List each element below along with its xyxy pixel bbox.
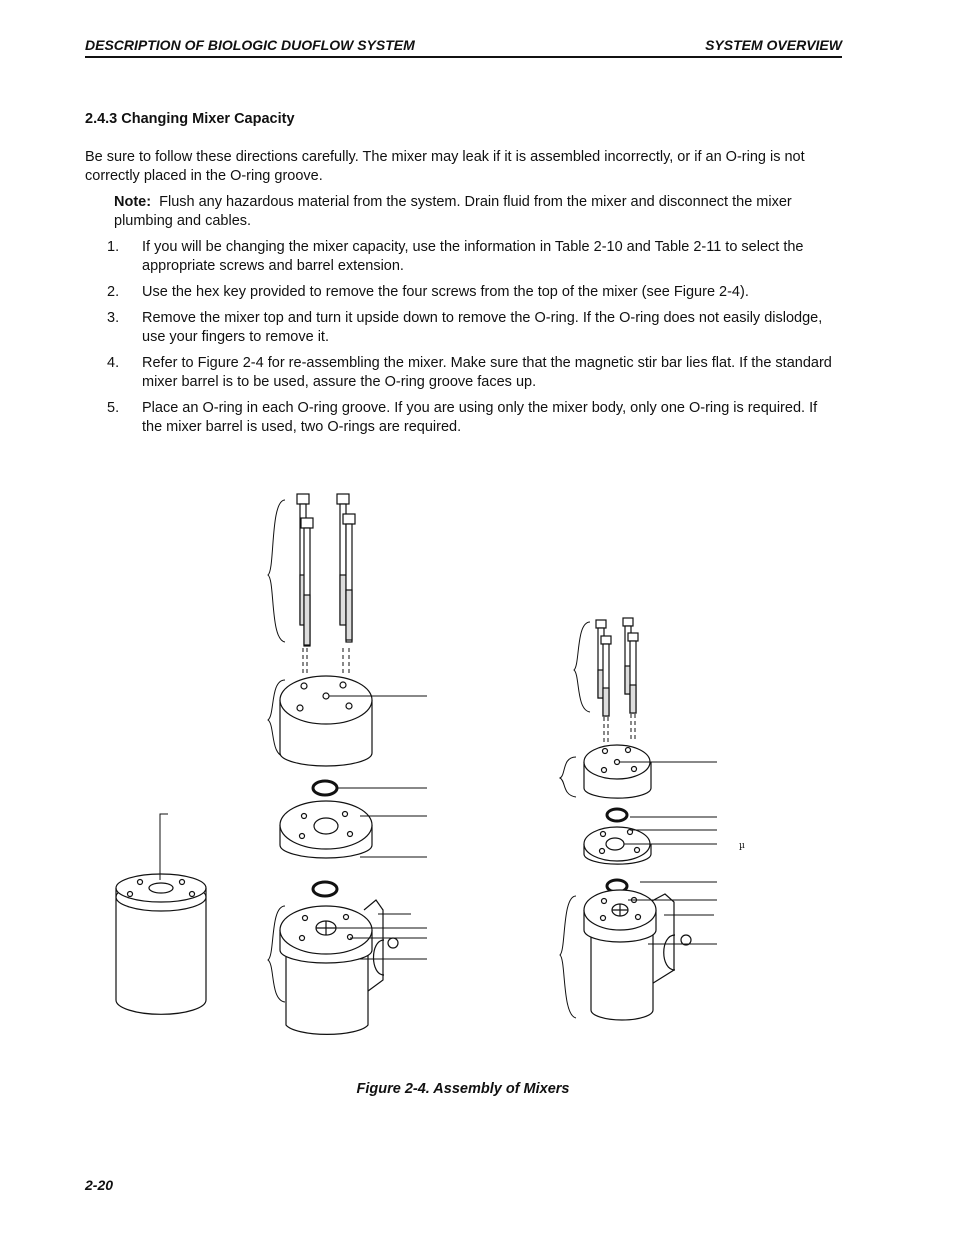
step-number: 5. [107,400,120,416]
note-paragraph [114,193,836,231]
short-screws-drawing [574,618,638,742]
steps-list [85,238,840,444]
o-ring-lower-drawing [313,882,337,896]
list-item [85,354,840,392]
list-item [85,283,840,302]
running-header [85,36,842,58]
long-screws-drawing [268,494,355,675]
figure-caption: Figure 2-4. Assembly of Mixers [356,1081,570,1097]
note-text: Flush any hazardous material from the system. Drain fluid from the mixer and disconnect the mixer plumbing and cables. [114,194,792,229]
step-number: 1. [107,239,120,255]
header-left-title: DESCRIPTION OF BIOLOGIC DUOFLOW SYSTEM [85,37,415,53]
step-text: Remove the mixer top and turn it upside down to remove the O-ring. If the O-ring does not easily dislodge, use your fingers to remove it. [142,310,823,345]
step-number: 4. [107,355,120,371]
step-text: If you will be changing the mixer capacity, use the information in Table 2-10 and Table 2-11 to select the appropriate screws and barrel extension. [142,239,804,274]
step-number: 3. [107,310,120,326]
note-label: Note: [114,194,152,210]
list-item [85,399,840,437]
intro-paragraph: Be sure to follow these directions carefully. The mixer may leak if it is assembled incorrectly, or if an O-ring is not correctly placed in the O-ring groove. [85,149,805,184]
o-ring-upper-drawing [313,781,427,795]
list-item [85,309,840,347]
mixer-barrel-drawing [116,814,206,1014]
barrel-extension-drawing [280,801,427,858]
page-number: 2-20 [85,1177,114,1193]
step-text: Place an O-ring in each O-ring groove. If you are using only the mixer body, only one O-ring is required. If the mixer barrel is used, two O-rings are required. [142,400,818,435]
mixer-assembly-figure [0,470,954,1060]
mixer-assembly-drawing [0,470,954,1060]
o-ring-right-upper-drawing [607,809,627,821]
step-number: 2. [107,284,120,300]
mixer-top-drawing [268,676,427,766]
header-right-title: SYSTEM OVERVIEW [705,37,842,53]
list-item [85,238,840,276]
step-text: Use the hex key provided to remove the four screws from the top of the mixer (see Figure 2-4). [142,284,749,300]
mu-label: µ [739,841,745,851]
mixer-body-small-drawing [560,882,717,1020]
barrel-small-drawing [584,817,745,864]
section-title: 2.4.3 Changing Mixer Capacity [85,111,295,127]
step-text: Refer to Figure 2-4 for re-assembling the mixer. Make sure that the magnetic stir bar lies flat. If the standard mixer barrel is to be used, assure the O-ring groove faces up. [142,355,832,390]
mixer-top-small-drawing [560,745,717,798]
mixer-body-drawing [268,900,427,1034]
